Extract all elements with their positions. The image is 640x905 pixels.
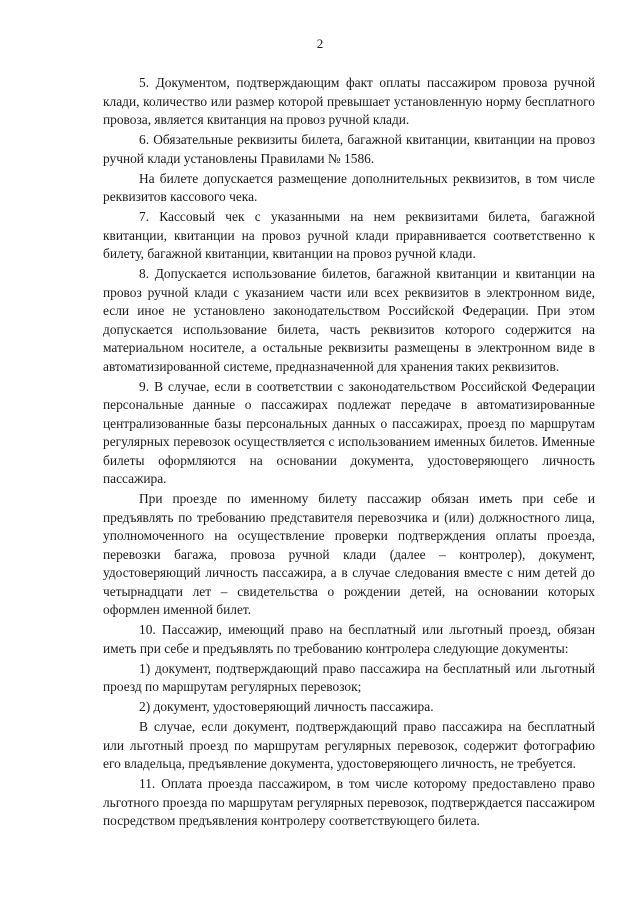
paragraph-item-5: 5. Документом, подтверждающим факт оплаты пассажиром провоза ручной клади, количество или размер которой превышает установленную норму бесплатного провоза, является квитанция на провоз ручной клади. [103, 75, 595, 127]
paragraph-named-ticket-travel: При проезде по именному билету пассажир обязан иметь при себе и предъявлять по требованию представителя перевозчика и (или) должностного лица, уполномоченного на осуществление проверки подтверждения оплаты проезда, перевозки багажа, провоза ручной клади (далее – контролер), документ, удостоверяющий личность пассажира, а в случае следования вместе с ним детей до четырнадцати лет – свидетельства о рождении детей, на основании которых оформлен именной билет. [103, 491, 595, 617]
paragraph-item-11: 11. Оплата проезда пассажиром, в том числе которому предоставлено право льготного проезда по маршрутам регулярных перевозок, подтверждается пассажиром посредством предъявления контролеру соответствующего билета. [103, 776, 595, 828]
paragraph-photo-document-exception: В случае, если документ, подтверждающий право пассажира на бесплатный или льготный проезд по маршрутам регулярных перевозок, содержит фотографию его владельца, предъявление документа, удостоверяющего личность, не требуется. [103, 719, 595, 771]
document-body [103, 74, 595, 832]
page-number: 2 [316, 36, 324, 51]
paragraph-ticket-extra-details: На билете допускается размещение дополнительных реквизитов, в том числе реквизитов кассового чека. [103, 170, 595, 204]
paragraph-item-9: 9. В случае, если в соответствии с законодательством Российской Федерации персональные данные о пассажирах подлежат передаче в автоматизированные централизованные базы персональных данных о пассажирах, проезд по маршрутам регулярных перевозок осуществляется с использованием именных билетов. Именные билеты оформляются на основании документа, удостоверяющего личность пассажира. [103, 378, 595, 486]
paragraph-item-10: 10. Пассажир, имеющий право на бесплатный или льготный проезд, обязан иметь при себе и предъявлять по требованию контролера следующие документы: [103, 622, 595, 656]
list-item-2: 2) документ, удостоверяющий личность пассажира. [139, 699, 434, 714]
list-item-1: 1) документ, подтверждающий право пассажира на бесплатный или льготный проезд по маршрутам регулярных перевозок; [103, 660, 595, 694]
paragraph-item-6: 6. Обязательные реквизиты билета, багажной квитанции, квитанции на провоз ручной клади установлены Правилами № 1586. [103, 132, 595, 166]
paragraph-item-7: 7. Кассовый чек с указанными на нем реквизитами билета, багажной квитанции, квитанции на провоз ручной клади приравнивается соответственно к билету, багажной квитанции, квитанции на провоз ручной клади. [103, 209, 595, 261]
paragraph-item-8: 8. Допускается использование билетов, багажной квитанции и квитанции на провоз ручной клади с указанием части или всех реквизитов в электронном виде, если иное не установлено законодательством Российской Федерации. При этом допускается использование билета, часть реквизитов которого содержится на материальном носителе, а остальные реквизиты размещены в электронном виде в автоматизированной системе, предназначенной для хранения таких реквизитов. [103, 266, 595, 374]
